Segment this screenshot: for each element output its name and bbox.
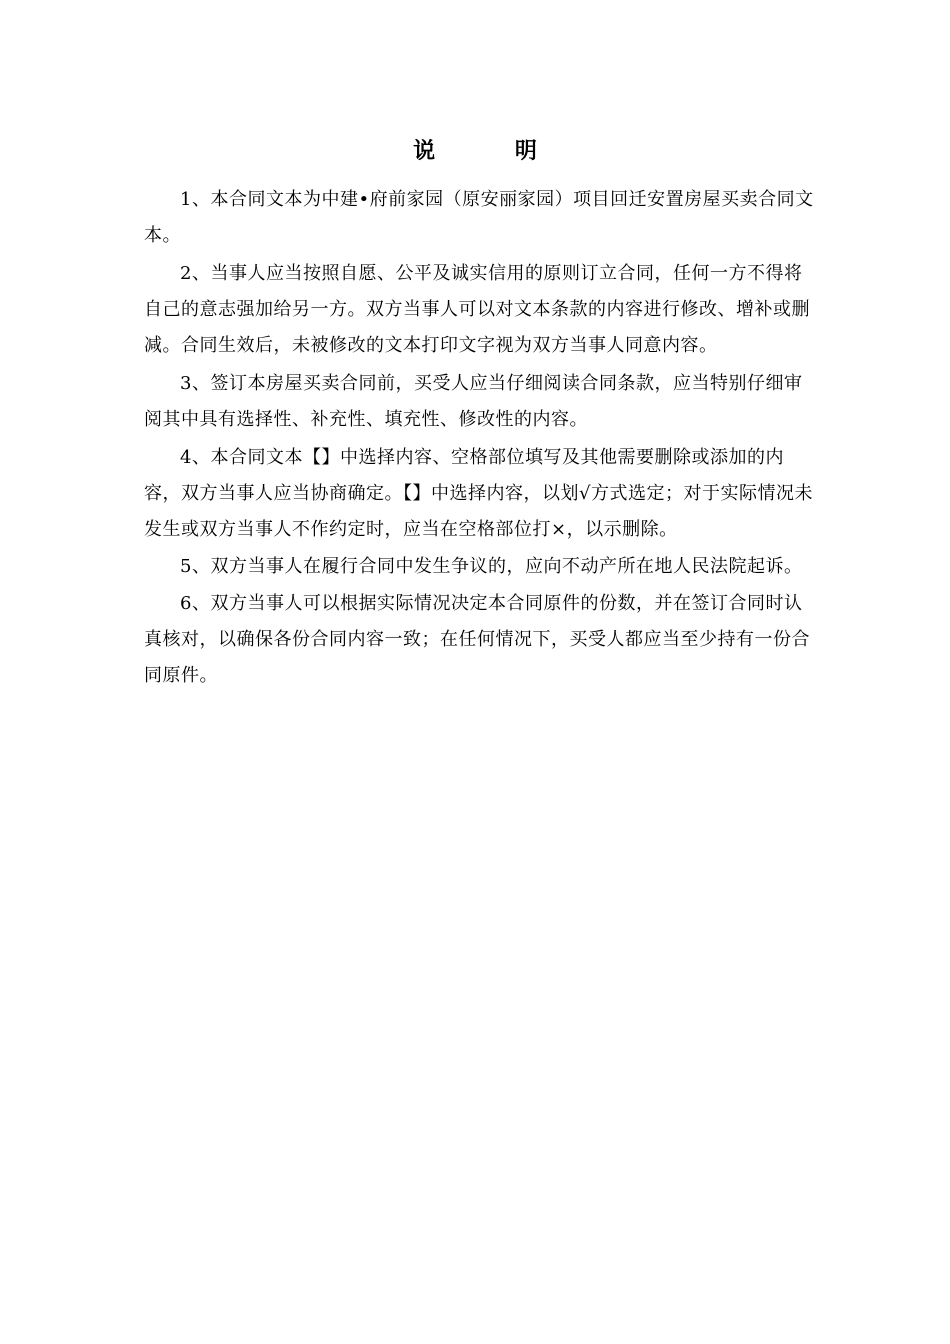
paragraph-2: 2、当事人应当按照自愿、公平及诚实信用的原则订立合同，任何一方不得将自己的意志强加给另一方。双方当事人可以对文本条款的内容进行修改、增补或删减。合同生效后，未被修改的文本打印文字视为双方当事人同意内容。	[144, 263, 810, 357]
paragraph-1: 1、本合同文本为中建•府前家园（原安丽家园）项目回迁安置房屋买卖合同文本。	[144, 189, 814, 247]
paragraph-5: 5、双方当事人在履行合同中发生争议的，应向不动产所在地人民法院起诉。	[180, 556, 803, 577]
paragraph-6: 6、双方当事人可以根据实际情况决定本合同原件的份数，并在签订合同时认真核对，以确保各份合同内容一致；在任何情况下，买受人都应当至少持有一份合同原件。	[144, 593, 810, 687]
paragraph-3: 3、签订本房屋买卖合同前，买受人应当仔细阅读合同条款，应当特别仔细审阅其中具有选择性、补充性、填充性、修改性的内容。	[144, 373, 803, 431]
paragraph-4: 4、本合同文本【】中选择内容、空格部位填写及其他需要删除或添加的内容，双方当事人应当协商确定。【】中选择内容，以划√方式选定；对于实际情况未发生或双方当事人不作约定时，应当在空格部位打×，以示删除。	[144, 447, 813, 541]
page-title: 说 明	[413, 138, 573, 164]
